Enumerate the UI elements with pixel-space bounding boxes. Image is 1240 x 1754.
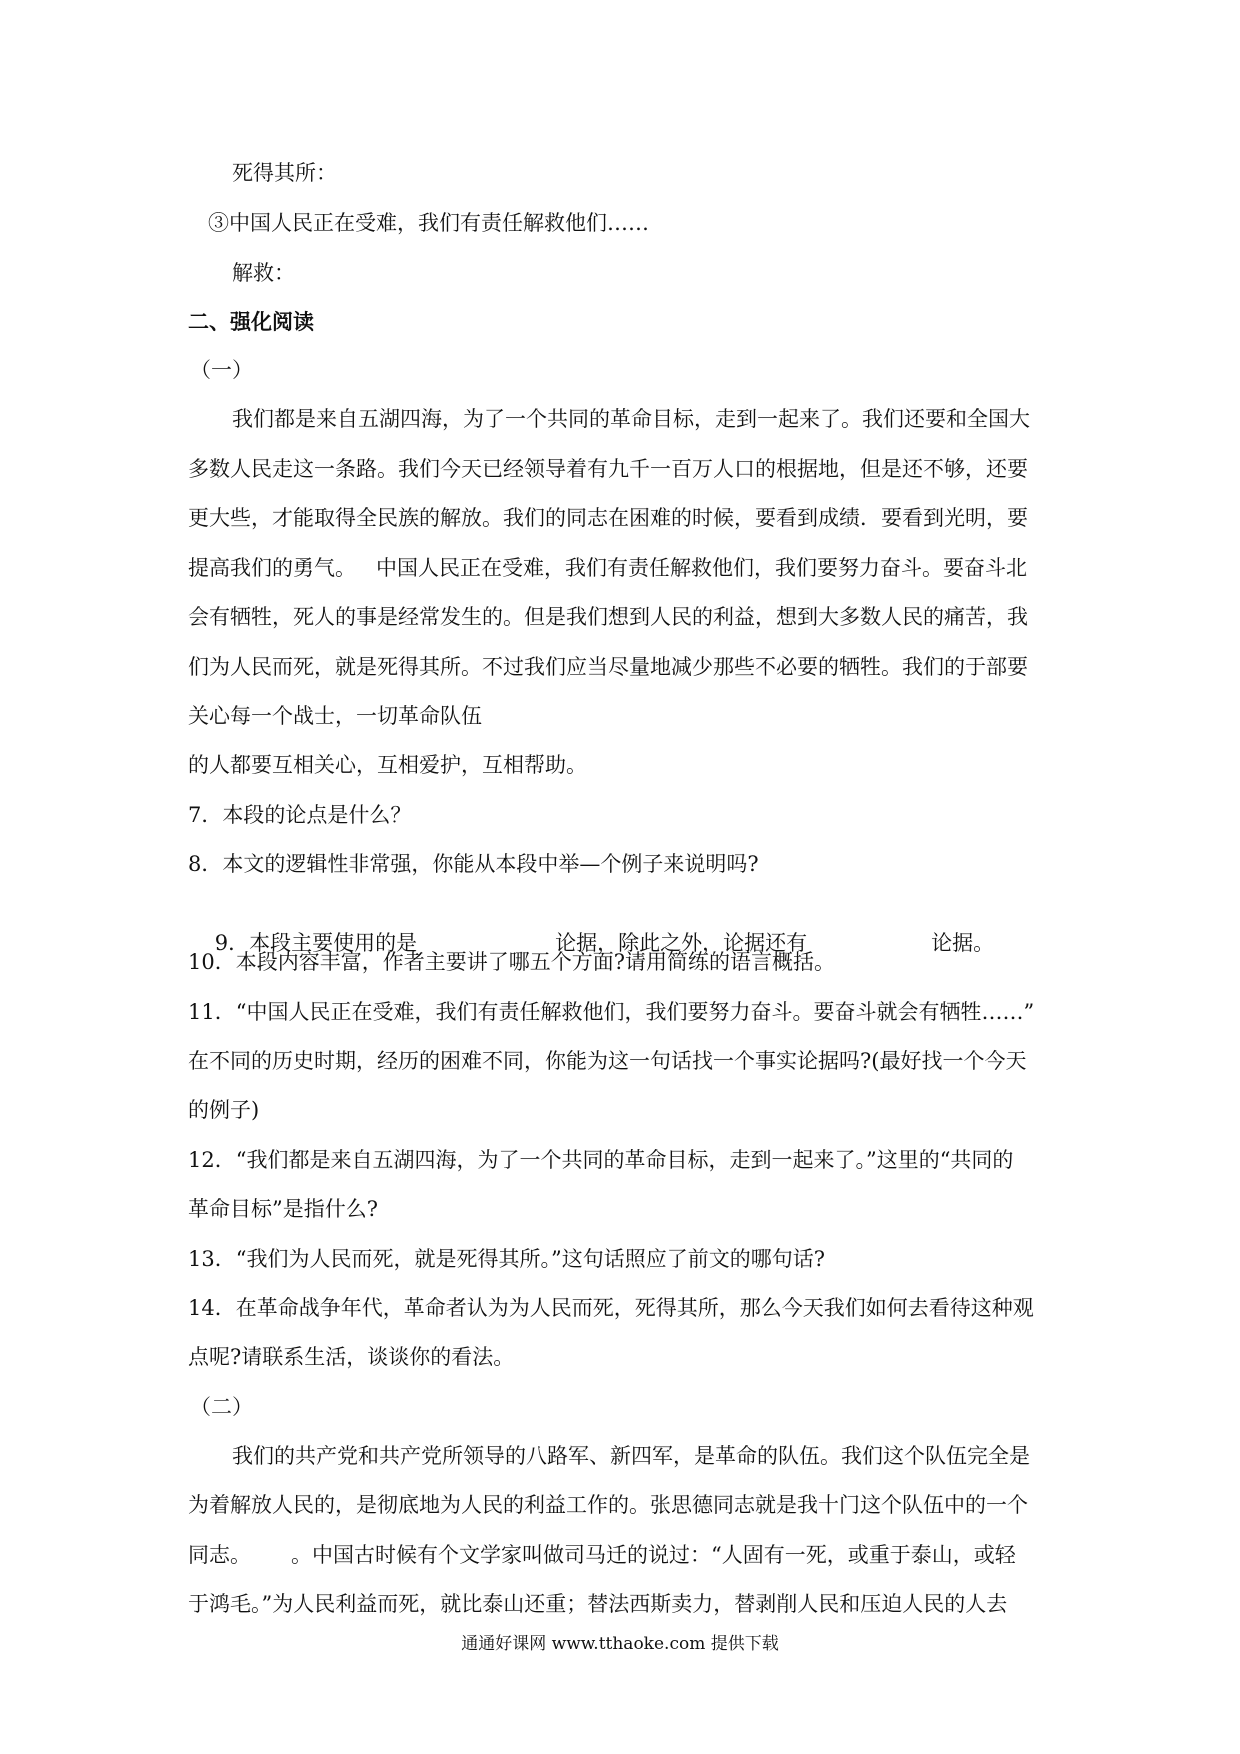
- question-11-line: 在不同的历史时期，经历的困难不同，你能为这一句话找一个事实论据吗?(最好找一个今天: [188, 1049, 1027, 1073]
- section-title: 二、强化阅读: [188, 310, 314, 334]
- part-2-label: （二）: [190, 1395, 253, 1419]
- part-1-label: （一）: [190, 358, 253, 382]
- question-11-line: 11．“中国人民正在受难，我们有责任解救他们，我们要努力奋斗。要奋斗就会有牺牲……”: [188, 1000, 1035, 1024]
- question-9: [188, 898, 995, 955]
- question-9-part-a: 9．本段主要使用的是: [214, 931, 418, 955]
- passage-1-line: 我们都是来自五湖四海，为了一个共同的革命目标，走到一起来了。我们还要和全国大: [232, 407, 1030, 431]
- passage-2-line: 为着解放人民的，是彻底地为人民的利益工作的。张思德同志就是我十门这个队伍中的一个: [188, 1493, 1028, 1517]
- question-14-line: 点呢?请联系生活，谈谈你的看法。: [188, 1345, 515, 1369]
- question-9-part-c: 论据。: [931, 931, 995, 955]
- passage-2-line: 我们的共产党和共产党所领导的八路军、新四军，是革命的队伍。我们这个队伍完全是: [232, 1444, 1030, 1468]
- passage-1-line: 更大些，才能取得全民族的解放。我们的同志在困难的时候，要看到成绩．要看到光明，要: [188, 506, 1028, 530]
- answer-line-jie-jiu: 解救：: [232, 261, 295, 285]
- question-14-line: 14．在革命战争年代，革命者认为为人民而死，死得其所，那么今天我们如何去看待这种观: [188, 1296, 1034, 1320]
- question-11-line: 的例子): [188, 1098, 260, 1122]
- page-footer: 通通好课网 www.tthaoke.com 提供下载: [461, 1634, 779, 1654]
- passage-1-line: 多数人民走这一条路。我们今天已经领导着有九千一百万人口的根据地，但是还不够，还要: [188, 457, 1028, 481]
- passage-1-line: 提高我们的勇气。 中国人民正在受难，我们有责任解救他们，我们要努力奋斗。要奋斗北: [188, 556, 1028, 580]
- question-7: 7．本段的论点是什么？: [188, 803, 412, 827]
- question-8: 8．本文的逻辑性非常强，你能从本段中举—个例子来说明吗?: [188, 852, 759, 876]
- passage-2-line: 同志。 。中国古时候有个文学家叫做司马迁的说过：“人固有一死，或重于泰山，或轻: [188, 1543, 1016, 1567]
- question-9-part-b: 论据，除此之外，论据还有: [555, 931, 808, 955]
- question-12-line: 12．“我们都是来自五湖四海，为了一个共同的革命目标，走到一起来了。”这里的“共同的: [188, 1148, 1014, 1172]
- question-12-line: 革命目标”是指什么?: [188, 1197, 378, 1221]
- passage-1-line: 们为人民而死，就是死得其所。不过我们应当尽量地减少那些不必要的牺牲。我们的于部要: [188, 655, 1028, 679]
- quote-line-3: ③中国人民正在受难，我们有责任解救他们……: [208, 211, 649, 235]
- passage-1-line: 的人都要互相关心，互相爱护，互相帮助。: [188, 753, 587, 777]
- question-13: 13．“我们为人民而死，就是死得其所。”这句话照应了前文的哪句话?: [188, 1247, 825, 1271]
- question-10: 10．本段内容丰富，作者主要讲了哪五个方面?请用简练的语言概括。: [188, 950, 835, 974]
- passage-1-line: 关心每一个战士，一切革命队伍: [188, 704, 482, 728]
- passage-1-line: 会有牺牲，死人的事是经常发生的。但是我们想到人民的利益，想到大多数人民的痛苦，我: [188, 605, 1028, 629]
- passage-2-line: 于鸿毛。”为人民利益而死，就比泰山还重；替法西斯卖力，替剥削人民和压迫人民的人去: [188, 1592, 1008, 1616]
- answer-line-si-de-qi-suo: 死得其所：: [232, 161, 337, 185]
